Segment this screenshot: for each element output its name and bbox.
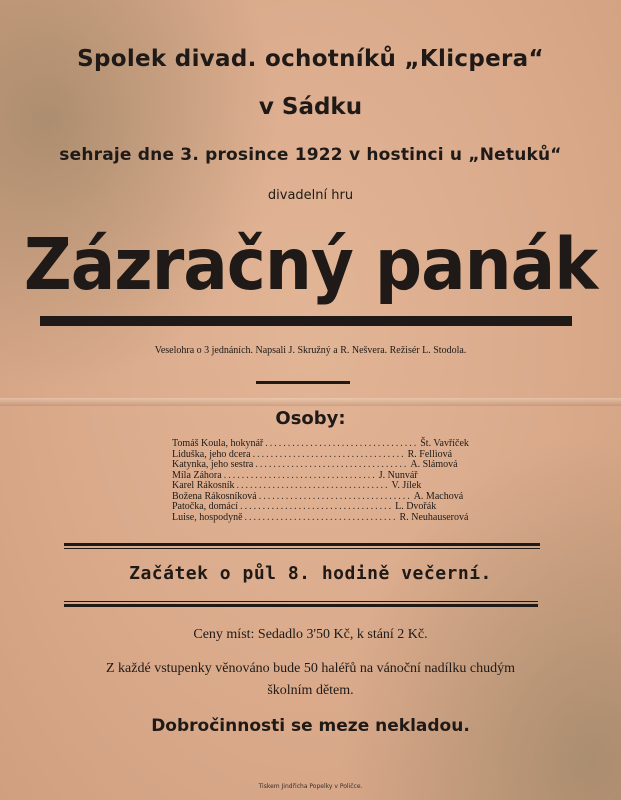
cast-actor: A. Slámová [410,459,458,470]
play-credits: Veselohra o 3 jednáních. Napsali J. Skružný a R. Nešvera. Režisér L. Stodola. [154,345,467,356]
short-divider [256,381,350,384]
leader-dots: .................................. [240,501,394,512]
cast-role: Božena Rákosníková [172,490,257,502]
genre-label: divadelní hru [267,188,354,203]
cast-role: Luise, hospodyně [172,511,243,523]
cast-actor: V. Jílek [391,480,422,491]
charity-note-line2: školním dětem. [267,683,354,698]
cast-role: Karel Rákosník [172,480,235,491]
lower-double-rule-thin [64,601,538,602]
upper-double-rule-thick [64,543,540,546]
leader-dots: .................................. [252,448,406,460]
performance-date-line: sehraje dne 3. prosince 1922 v hostinci u „Netuků“ [59,145,562,165]
cast-actor: L. Dvořák [395,501,437,512]
cast-row [172,481,452,492]
leader-dots: .................................. [265,438,419,449]
cast-role: Liduška, jeho dcera [172,448,251,460]
cast-role: Míla Záhora [172,469,222,481]
start-time: Začátek o půl 8. hodině večerní. [129,563,492,584]
cast-role: Katynka, jeho sestra [172,459,254,470]
charity-note-line1: Z každé vstupenky věnováno bude 50 haléřů na vánoční nadílku chudým [106,661,515,676]
leader-dots: .................................. [258,490,412,502]
cast-actor: J. Nunvář [378,469,418,481]
cast-row [172,511,469,524]
cast-actor: R. Neuhauserová [399,511,469,523]
charity-motto: Dobročinnosti se meze nekladou. [151,716,470,736]
lower-double-rule-thick [64,604,538,607]
ticket-prices: Ceny míst: Sedadlo 3'50 Kč, k stání 2 Kč. [193,627,428,642]
cast-list [172,438,469,523]
leader-dots: .................................. [236,480,390,491]
cast-actor: Št. Vavříček [420,438,469,449]
play-title: Zázračný panák [23,222,598,307]
society-name: Spolek divad. ochotníků „Klicpera“ [77,46,544,72]
paper-fold [0,398,621,406]
cast-role: Patočka, domácí [172,501,239,512]
cast-actor: R. Fellìová [407,448,453,460]
printer-imprint: Tiskem Jindřicha Popelky v Poličce. [258,783,363,790]
title-underline [40,316,572,326]
leader-dots: .................................. [223,469,377,481]
cast-heading: Osoby: [275,408,346,429]
cast-actor: A. Machová [413,490,464,502]
cast-row [172,459,458,471]
place-name: v Sádku [258,94,363,120]
cast-row [172,438,469,450]
cast-role: Tomáš Koula, hokynář [172,438,264,449]
leader-dots: .................................. [244,511,398,523]
leader-dots: .................................. [255,459,409,470]
upper-double-rule-thin [64,548,540,549]
cast-row [172,502,452,513]
